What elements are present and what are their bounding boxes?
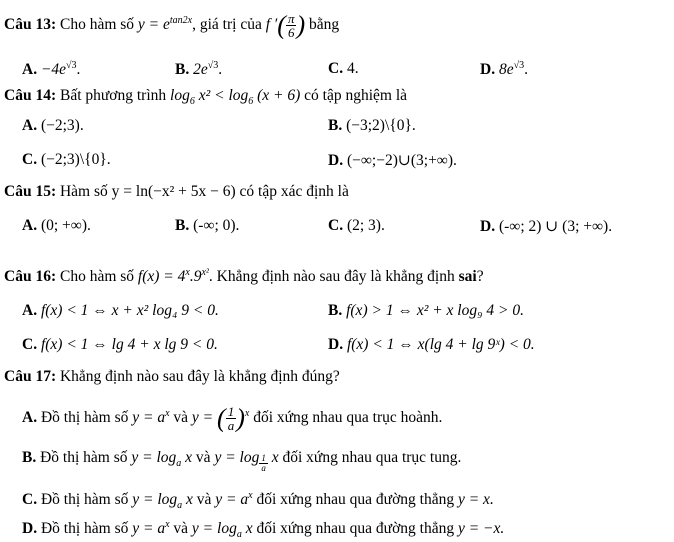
question-label: Câu 14:	[4, 87, 57, 104]
option-text: (-∞; 0).	[193, 217, 240, 234]
formula: $f(x) = 4^x.9^{x^2}$	[137, 267, 209, 286]
option-14b[interactable]	[328, 117, 416, 135]
option-15c[interactable]	[328, 217, 385, 235]
option-label: A.	[22, 409, 38, 427]
option-text: (−∞;−2)∪(3;+∞).	[346, 152, 457, 169]
option-label: B.	[175, 217, 190, 234]
question-text: , giá trị của	[192, 16, 262, 34]
question-text: . Khẳng định nào sau đây là khẳng định	[208, 268, 455, 286]
question-text: ?	[476, 268, 484, 286]
option-text: đối xứng nhau qua trục tung.	[282, 449, 462, 466]
option-label: C.	[22, 336, 38, 353]
option-label: D.	[480, 218, 496, 235]
option-17b[interactable]	[22, 449, 461, 473]
option-text: đối xứng nhau qua đường thẳng	[256, 491, 455, 509]
question-text: Bất phương trình	[59, 87, 167, 104]
option-label: D.	[22, 520, 38, 538]
option-text: 4.	[346, 60, 359, 77]
formula: $y = a^x$	[215, 490, 253, 509]
formula: $y = \log_a x$	[191, 520, 253, 541]
formula: f ′( $\frac{\pi}{6}$ )	[265, 10, 306, 40]
question-text: Cho hàm số	[59, 268, 135, 286]
option-text: Đồ thị hàm số	[40, 491, 129, 509]
question-text: bằng	[309, 16, 340, 34]
question-label: Câu 17:	[4, 368, 57, 385]
option-label: D.	[328, 152, 344, 169]
question-15	[4, 183, 349, 201]
option-13c[interactable]	[328, 60, 359, 78]
option-text: 2e	[193, 61, 208, 79]
question-label: Câu 15:	[4, 183, 57, 200]
option-text: đối xứng nhau qua trục hoành.	[253, 409, 443, 427]
question-17	[4, 368, 340, 386]
option-text: (0; +∞).	[40, 217, 91, 234]
option-17a[interactable]	[22, 405, 442, 432]
option-label: B.	[328, 302, 343, 319]
formula: y = log $_{\frac{1}{a}}$ x	[214, 449, 279, 474]
option-text: (2; 3).	[346, 217, 385, 234]
formula: y = ( $\frac{1}{a}$ )$^x$	[191, 403, 250, 433]
question-text: có tập nghiệm là	[304, 87, 408, 104]
question-16	[4, 267, 484, 286]
option-label: A.	[22, 117, 38, 134]
question-13	[4, 12, 339, 39]
option-15a[interactable]	[22, 217, 91, 235]
option-text: và	[195, 449, 211, 466]
question-label: Câu 13:	[4, 16, 57, 34]
formula: $y = \log_a x$	[132, 491, 193, 512]
formula: $y = \log_a x$	[131, 449, 193, 470]
option-text: (−3;2)\{0}.	[346, 117, 416, 134]
option-15b[interactable]	[175, 217, 239, 235]
question-text: Hàm số y = ln(−x² + 5x − 6) có tập xác định là	[59, 183, 349, 200]
formula: $y = a^x$	[132, 519, 170, 538]
option-text: Đồ thị hàm số	[40, 409, 129, 427]
option-17c[interactable]	[22, 490, 494, 511]
option-16a[interactable]	[22, 302, 219, 320]
option-text: và	[196, 491, 212, 509]
option-text: Đồ thị hàm số	[40, 520, 129, 538]
question-text: Khẳng định nào sau đây là khẳng định đúng?	[59, 368, 340, 385]
option-text: (−2;3).	[40, 117, 84, 134]
option-text: f(x) < 1 ⇔ lg 4 + x lg 9 < 0.	[40, 336, 218, 353]
option-16d[interactable]	[328, 336, 535, 354]
option-label: B.	[175, 61, 190, 79]
option-text: f(x) < 1 ⇔ x + x² log₄ 9 < 0.	[40, 302, 219, 319]
option-label: C.	[22, 491, 38, 509]
formula: $y = e^{tan2x}$	[137, 14, 193, 34]
option-13b[interactable]: B. $2e^{√3}$.	[175, 60, 223, 79]
option-label: B.	[328, 117, 343, 134]
option-label: C.	[22, 151, 38, 168]
option-text: f(x) > 1 ⇔ x² + x log₉ 4 > 0.	[346, 302, 524, 319]
option-13d[interactable]: D. $8e^{√3}$.	[480, 60, 528, 79]
option-label: A.	[22, 61, 38, 79]
option-text: −4e	[40, 61, 67, 79]
option-15d[interactable]	[480, 217, 612, 236]
option-14d[interactable]	[328, 151, 457, 170]
option-label: B.	[22, 449, 37, 466]
question-emphasis: sai	[458, 268, 477, 286]
formula: y = −x.	[457, 520, 505, 538]
option-label: A.	[22, 302, 38, 319]
option-13a[interactable]: A. $-4e^{√3}$.	[22, 60, 81, 79]
option-text: Đồ thị hàm số	[40, 449, 128, 466]
option-14c[interactable]	[22, 151, 111, 169]
option-text: (−2;3)\{0}.	[40, 151, 111, 168]
option-text: và	[173, 409, 189, 427]
option-label: C.	[328, 60, 344, 77]
option-label: A.	[22, 217, 38, 234]
option-label: C.	[328, 217, 344, 234]
option-14a[interactable]	[22, 117, 84, 135]
formula: $y = a^x$	[132, 407, 170, 427]
option-label: D.	[480, 61, 496, 79]
option-text: f(x) < 1 ⇔ x(lg 4 + lg 9ˣ) < 0.	[346, 336, 535, 353]
question-14	[4, 87, 407, 107]
formula: y = x.	[457, 491, 494, 509]
option-16b[interactable]	[328, 302, 524, 320]
option-label: D.	[328, 336, 344, 353]
option-text: 8e	[498, 61, 514, 79]
question-text: Cho hàm số	[59, 16, 135, 34]
option-16c[interactable]	[22, 336, 218, 354]
option-text: và	[173, 520, 189, 538]
question-label: Câu 16:	[4, 268, 57, 286]
option-17d[interactable]	[22, 519, 504, 540]
option-text: đối xứng nhau qua đường thẳng	[256, 520, 455, 538]
formula: $\log_6 x^2 < \log_6 (x + 6)$	[170, 87, 301, 108]
option-text: (-∞; 2) ∪ (3; +∞).	[498, 218, 613, 235]
